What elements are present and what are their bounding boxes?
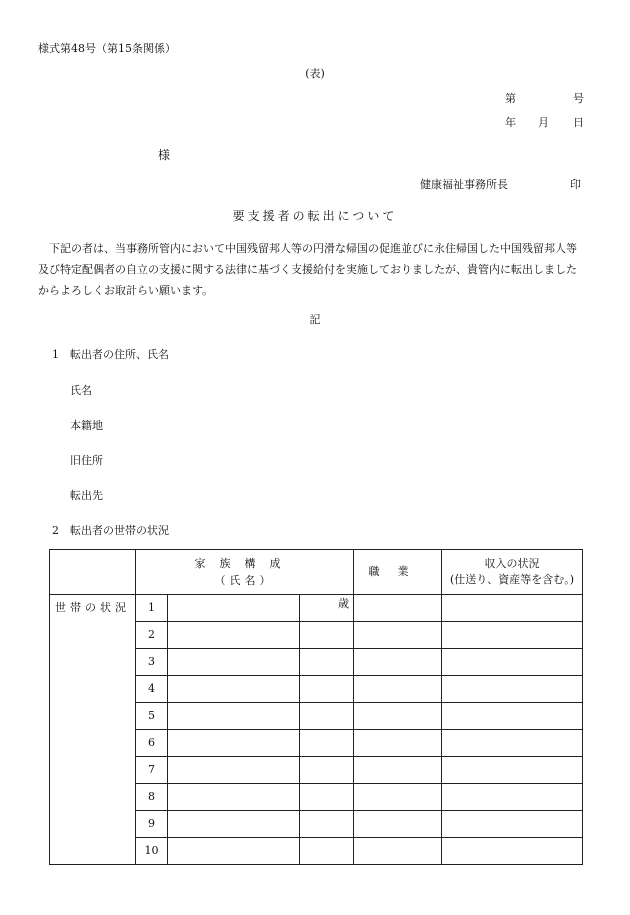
member-income-cell	[442, 784, 583, 811]
go-label: 号	[573, 92, 584, 105]
member-occupation-cell	[354, 811, 442, 838]
member-income-cell	[442, 622, 583, 649]
member-income-cell	[442, 649, 583, 676]
sender-title: 健康福祉事務所長	[420, 178, 508, 191]
month-label: 月	[538, 116, 549, 129]
document-number	[505, 92, 585, 105]
member-occupation-cell	[354, 703, 442, 730]
document-subject: 要支援者の転出について	[232, 209, 398, 223]
row-number: 1	[136, 595, 168, 622]
member-age-cell	[300, 595, 354, 622]
member-occupation-cell	[354, 676, 442, 703]
member-income-cell	[442, 676, 583, 703]
year-label: 年	[505, 116, 516, 129]
member-occupation-cell	[354, 649, 442, 676]
member-name-cell	[168, 622, 300, 649]
field-name-label: 氏名	[70, 384, 92, 397]
header-occupation: 職業	[354, 550, 442, 595]
form-number: 様式第48号（第15条関係）	[38, 42, 176, 55]
ki-label: 記	[309, 313, 321, 326]
row-number: 5	[136, 703, 168, 730]
member-income-cell	[442, 811, 583, 838]
member-income-cell	[442, 730, 583, 757]
member-name-cell	[168, 838, 300, 865]
addressee-suffix: 様	[158, 148, 171, 162]
member-name-cell	[168, 811, 300, 838]
field-old-address-label: 旧住所	[70, 454, 103, 467]
member-income-cell	[442, 703, 583, 730]
member-occupation-cell	[354, 595, 442, 622]
member-name-cell	[168, 676, 300, 703]
row-number: 8	[136, 784, 168, 811]
member-occupation-cell	[354, 757, 442, 784]
section2-title: 2 転出者の世帯の状況	[52, 524, 169, 537]
row-number: 6	[136, 730, 168, 757]
header-family-composition: 家族構成 （氏名）	[136, 550, 354, 595]
member-income-cell	[442, 757, 583, 784]
day-label: 日	[573, 116, 584, 129]
member-name-cell	[168, 649, 300, 676]
member-name-cell	[168, 784, 300, 811]
table-row	[50, 595, 583, 622]
age-unit-label: 歳	[338, 597, 350, 610]
member-occupation-cell	[354, 730, 442, 757]
member-occupation-cell	[354, 622, 442, 649]
member-age-cell	[300, 676, 354, 703]
member-age-cell	[300, 649, 354, 676]
member-occupation-cell	[354, 784, 442, 811]
member-age-cell	[300, 784, 354, 811]
member-age-cell	[300, 703, 354, 730]
field-new-address-label: 転出先	[70, 489, 103, 502]
field-honseki-label: 本籍地	[70, 419, 103, 432]
member-income-cell	[442, 838, 583, 865]
row-number: 10	[136, 838, 168, 865]
member-age-cell	[300, 838, 354, 865]
member-name-cell	[168, 703, 300, 730]
seal-mark: 印	[570, 178, 581, 191]
row-number: 7	[136, 757, 168, 784]
dai-label: 第	[505, 92, 516, 105]
header-blank-cell	[50, 550, 136, 595]
member-age-cell	[300, 757, 354, 784]
member-name-cell	[168, 595, 300, 622]
member-age-cell	[300, 622, 354, 649]
table-header-row	[50, 550, 583, 595]
header-income: 収入の状況 (仕送り、資産等を含む。)	[442, 550, 583, 595]
member-age-cell	[300, 811, 354, 838]
member-age-cell	[300, 730, 354, 757]
form-side-label: (表)	[305, 67, 325, 80]
member-income-cell	[442, 595, 583, 622]
row-number: 9	[136, 811, 168, 838]
member-occupation-cell	[354, 838, 442, 865]
body-paragraph: 下記の者は、当事務所管内において中国残留邦人等の円滑な帰国の促進並びに永住帰国した中国残留邦人等及び特定配偶者の自立の支援に関する法律に基づく支援給付を実施しておりましたが、貴管内に転出しましたからよろしくお取計らい願います。	[38, 242, 577, 297]
member-name-cell	[168, 757, 300, 784]
row-number: 4	[136, 676, 168, 703]
household-table	[49, 549, 583, 865]
member-name-cell	[168, 730, 300, 757]
household-status-label: 世帯の状況	[50, 595, 136, 865]
row-number: 2	[136, 622, 168, 649]
section1-title: 1 転出者の住所、氏名	[52, 348, 169, 361]
row-number: 3	[136, 649, 168, 676]
